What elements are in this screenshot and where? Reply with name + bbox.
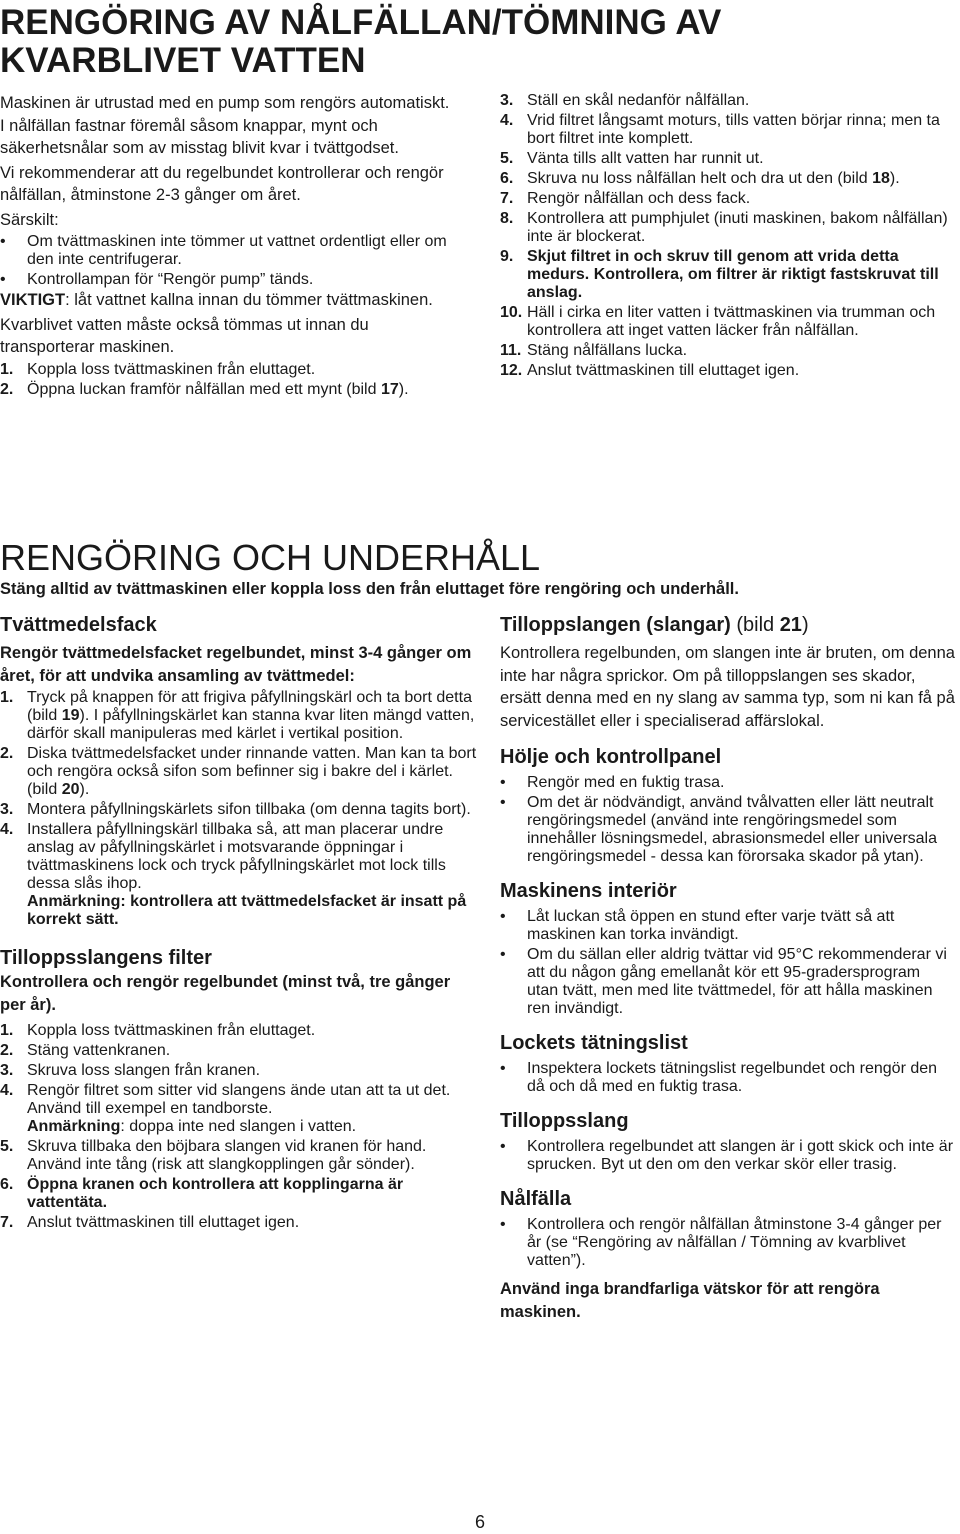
title-line-1: RENGÖRING AV NÅLFÄLLAN/TÖMNING AV	[0, 3, 722, 42]
list-item: • Om du sällan eller aldrig tvättar vid 95°C rekommenderar vi att du någon gång emellanåt kör ett 95-gradersprogram utan tvätt, men med lite tvättmedel, för att hålla maskinen ren invändigt.	[500, 946, 947, 1017]
list-item: • Inspektera lockets tätningslist regelbundet och rengör den då och då med en fuktig trasa.	[500, 1060, 938, 1095]
section-subtitle: Stäng alltid av tvättmaskinen eller koppla loss den från eluttaget före rengöring och underhåll.	[0, 580, 739, 598]
step-item: 3. Ställ en skål nedanför nålfällan.	[500, 92, 750, 109]
especially-label: Särskilt:	[0, 210, 59, 229]
step-item: 12. Anslut tvättmaskinen till eluttaget igen.	[500, 362, 800, 379]
list-item: • Kontrollera och rengör nålfällan åtminstone 3-4 gånger per år (se “Rengöring av nålfällan / Tömning av kvarblivet vatten”).	[500, 1216, 942, 1269]
step-item: 4. Rengör filtret som sitter vid slangens ände utan att ta ut det. Använd till exempel en tandborste. Anmärkning: doppa inte ned slangen i vatten.	[0, 1082, 451, 1135]
bullet-icon: •	[500, 1060, 506, 1077]
step-item: 11. Stäng nålfällans lucka.	[500, 342, 688, 359]
step-item: 2. Diska tvättmedelsfacket under rinnande vatten. Man kan ta bort och rengöra också sifon som befinner sig i bakre del i kärlet. (bild 20).	[0, 745, 477, 798]
intro-paragraph: Maskinen är utrustad med en pump som rengörs automatiskt. I nålfällan fastnar föremål såsom knappar, mynt och säkerhetsnålar som av misstag blivit kvar i tvättgodset.	[0, 94, 450, 157]
step-item: 2. Stäng vattenkranen.	[0, 1042, 171, 1059]
bullet-icon: •	[500, 794, 506, 811]
step-item: 4. Vrid filtret långsamt moturs, tills vatten börjar rinna; men ta bort filtret inte komplett.	[500, 112, 940, 147]
step-item: 1. Koppla loss tvättmaskinen från eluttaget.	[0, 1022, 316, 1039]
final-warning: Använd inga brandfarliga vätskor för att rengöra maskinen.	[500, 1280, 880, 1321]
heading-inlet-hose: Tilloppslangen (slangar) (bild 21)	[500, 614, 809, 636]
heading-casing: Hölje och kontrollpanel	[500, 746, 722, 768]
section-title-2	[0, 538, 960, 600]
list-item: • Kontrollera regelbundet att slangen är i gott skick och inte är sprucken. Byt ut den om den verkar skör eller trasig.	[500, 1138, 954, 1173]
bullet-icon: •	[500, 946, 506, 963]
bullet-icon: •	[0, 271, 6, 288]
drawer-note: Anmärkning: kontrollera att tvättmedelsfacket är insatt på korrekt sätt.	[27, 893, 467, 928]
step-item: 1. Tryck på knappen för att frigiva påfyllningskärl och ta bort detta (bild 19). I påfyllningskärlet kan stanna kvar liten mängd vatten, därför skall manipuleras med kärlet i vertikal position.	[0, 689, 475, 742]
bullet-icon: •	[500, 908, 506, 925]
section-title-1	[0, 4, 960, 80]
page-number: 6	[474, 1512, 485, 1532]
bullet-icon: •	[0, 233, 6, 250]
top-left-column	[0, 92, 455, 399]
step-item: 2. Öppna luckan framför nålfällan med ett mynt (bild 17).	[0, 380, 409, 398]
step-item: 5. Skruva tillbaka den böjbara slangen vid kranen för hand. Använd inte tång (risk att slangkopplingen går sönder).	[0, 1138, 427, 1173]
step-item: 6. Öppna kranen och kontrollera att kopplingarna är vattentäta.	[0, 1176, 404, 1211]
list-item: • Om tvättmaskinen inte tömmer ut vattnet ordentligt eller om den inte centrifugerar.	[0, 233, 447, 268]
step-item: 10. Häll i cirka en liter vatten i tvättmaskinen via trumman och kontrollera att inget vatten läcker från nålfällan.	[500, 304, 936, 339]
heading-detergent-drawer: Tvättmedelsfack	[0, 614, 157, 636]
maintenance-left-column	[0, 612, 480, 1232]
drawer-intro: Rengör tvättmedelsfacket regelbundet, minst 3-4 gånger om året, för att undvika ansamling av tvättmedel:	[0, 644, 472, 685]
section-heading: RENGÖRING OCH UNDERHÅLL	[0, 537, 541, 578]
list-item: • Om det är nödvändigt, använd tvålvatten eller lätt neutralt rengöringsmedel (använd inte rengöringsmedel som innehåller lösningsmedel, abrasionsmedel eller universala rengöringsmedel - dessa kan förorsaka skador på ytan).	[500, 794, 938, 865]
title-line-2: KVARBLIVET VATTEN	[0, 41, 366, 80]
bullet-icon: •	[500, 1138, 506, 1155]
maintenance-right-column	[500, 612, 955, 1323]
transport-paragraph: Kvarblivet vatten måste också tömmas ut innan du transporterar maskinen.	[0, 315, 369, 356]
top-right-column	[500, 92, 955, 380]
step-item: 7. Rengör nålfällan och dess fack.	[500, 190, 751, 207]
heading-inlet-hose-2: Tilloppsslang	[500, 1110, 629, 1132]
recommendation-paragraph: Vi rekommenderar att du regelbundet kontrollerar och rengör nålfällan, åtminstone 2-3 gånger om året.	[0, 163, 444, 204]
hose-paragraph: Kontrollera regelbunden, om slangen inte är bruten, om denna inte har några sprickor. Om på tilloppslangen ses skador, ersätt denna med en ny slang av samma typ, som ni kan få på servicestället eller i specialiserad affärslokal.	[500, 644, 955, 730]
step-item: 5. Vänta tills allt vatten har runnit ut.	[500, 150, 764, 167]
heading-interior: Maskinens interiör	[500, 880, 677, 902]
step-item: 7. Anslut tvättmaskinen till eluttaget igen.	[0, 1214, 300, 1231]
bullet-icon: •	[500, 774, 506, 791]
heading-lid-seal: Lockets tätningslist	[500, 1032, 688, 1054]
step-item: 9. Skjut filtret in och skruv till genom att vrida detta medurs. Kontrollera, om filtrer är riktigt fastskruvat till anslag.	[500, 248, 939, 301]
step-item: 4. Installera påfyllningskärl tillbaka så, att man placerar undre anslag av påfyllningskärlet i motsvarande öppningar i tvättmaskinens lock och tryck påfyllningskärlet mot lock tills dessa slås ihop.	[0, 821, 446, 892]
step-item: 3. Skruva loss slangen från kranen.	[0, 1062, 261, 1079]
step-item: 8. Kontrollera att pumphjulet (inuti maskinen, bakom nålfällan) inte är blockerat.	[500, 210, 948, 245]
heading-pump-filter: Nålfälla	[500, 1188, 572, 1210]
list-item: • Låt luckan stå öppen en stund efter varje tvätt så att maskinen kan torka invändigt.	[500, 908, 895, 943]
list-item: • Rengör med en fuktig trasa.	[500, 774, 725, 791]
bullet-icon: •	[500, 1216, 506, 1233]
warning-note: VIKTIGT: låt vattnet kallna innan du tömmer tvättmaskinen.	[0, 291, 433, 309]
heading-inlet-filter: Tilloppsslangens filter	[0, 947, 212, 969]
list-item: • Kontrollampan för “Rengör pump” tänds.	[0, 271, 314, 288]
step-item: 1. Koppla loss tvättmaskinen från eluttaget.	[0, 360, 316, 378]
filter-intro: Kontrollera och rengör regelbundet (minst två, tre gånger per år).	[0, 973, 451, 1014]
step-item: 3. Montera påfyllningskärlets sifon tillbaka (om denna tagits bort).	[0, 801, 471, 818]
step-item: 6. Skruva nu loss nålfällan helt och dra ut den (bild 18).	[500, 170, 900, 187]
